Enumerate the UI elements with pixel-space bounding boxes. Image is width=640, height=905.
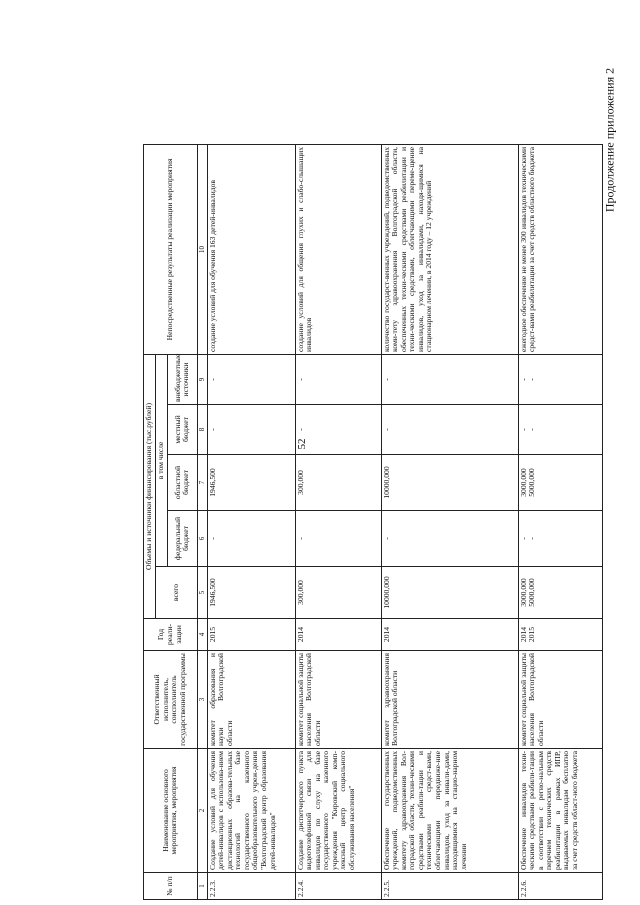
table-row xyxy=(207,144,295,899)
row-local: - xyxy=(295,405,381,455)
row-name: Создание диспетчерского пункта видеотелефонной связи для инвалидов по слуху на базе государственного казенного учреждения "Кировский комп-лексный центр социального обслуживания населения" xyxy=(295,749,381,873)
header-finance: Объемы и источники финансирования (тыс.рублей) xyxy=(144,354,156,618)
col-number: 4 xyxy=(197,619,207,651)
row-regional: 10000,000 xyxy=(381,455,518,511)
col-number: 2 xyxy=(197,749,207,873)
row-offbudget: - xyxy=(207,354,295,404)
header-federal: федеральный бюджет xyxy=(167,511,197,567)
row-name: Создание условий для обучения детей-инвалидов с использова-нием дистанционных образова-тельных технологий на базе государственного казенного общеобразовательного учреж-дения "Волгоградский центр образования детей-инвалидов" xyxy=(207,749,295,873)
header-name: Наименование основного мероприятия, мероприятия xyxy=(144,749,198,873)
page-number: 52 xyxy=(296,438,308,450)
row-total: 3000,000 5000,000 xyxy=(518,567,602,619)
row-result: создание условий для обучения 163 детей-инвалидов xyxy=(207,144,295,354)
row-local: - xyxy=(207,405,295,455)
row-regional: 1946,500 xyxy=(207,455,295,511)
col-number: 9 xyxy=(197,354,207,404)
row-federal: - xyxy=(207,511,295,567)
row-executor: комитет здравоохранения Волгоградской области xyxy=(381,651,518,749)
header-total: всего xyxy=(156,567,198,619)
table-row xyxy=(518,144,602,899)
row-offbudget: - xyxy=(295,354,381,404)
table-row xyxy=(381,144,518,899)
row-name: Обеспечение государственных учреждений, подведомственных комитету здравоохранения Вол-гоградской области, техни-ческими средствами реабили-тации и техническими средст-вами, облегчающими передвиже-ние инвалидов, уход за инвали-дами, находящимися на стацио-нарном лечении xyxy=(381,749,518,873)
header-num: № п/п xyxy=(144,873,198,900)
row-federal: - xyxy=(381,511,518,567)
row-num: 2.2.5. xyxy=(381,873,518,900)
row-regional: 3000,000 5000,000 xyxy=(518,455,602,511)
row-num: 2.2.6. xyxy=(518,873,602,900)
row-total: 10000,000 xyxy=(381,567,518,619)
program-table xyxy=(143,144,603,900)
row-year: 2015 xyxy=(207,619,295,651)
header-local: местный бюджет xyxy=(167,405,197,455)
col-number: 6 xyxy=(197,511,207,567)
row-year: 2014 xyxy=(295,619,381,651)
col-number: 1 xyxy=(197,873,207,900)
col-number: 3 xyxy=(197,651,207,749)
row-result: ежегодное обеспечение не менее 300 инвалидов техническими средст-вами реабилитации за счет средств областного бюджета xyxy=(518,144,602,354)
row-regional: 300,000 xyxy=(295,455,381,511)
header-regional: областной бюджет xyxy=(167,455,197,511)
row-num: 2.2.3. xyxy=(207,873,295,900)
row-federal: - - xyxy=(518,511,602,567)
row-executor: комитет социальной защиты населения Волгоградской области xyxy=(518,651,602,749)
rotated-table-wrapper xyxy=(143,145,613,900)
row-total: 1946,500 xyxy=(207,567,295,619)
row-executor: комитет образования и науки Волгоградской области xyxy=(207,651,295,749)
row-federal: - xyxy=(295,511,381,567)
table-row xyxy=(295,144,381,899)
col-number: 10 xyxy=(197,144,207,354)
header-results: Непосредственные результаты реализации мероприятия xyxy=(144,144,198,354)
row-total: 300,000 xyxy=(295,567,381,619)
row-offbudget: - - xyxy=(518,354,602,404)
row-result: создание условий для общения глухих и слабо-слышащих инвалидов xyxy=(295,144,381,354)
row-year: 2014 xyxy=(381,619,518,651)
row-executor: комитет социальной защиты населения Волгоградской области xyxy=(295,651,381,749)
header-year: Год реали-зации xyxy=(144,619,198,651)
row-offbudget: - xyxy=(381,354,518,404)
row-local: - - xyxy=(518,405,602,455)
row-local: - xyxy=(381,405,518,455)
col-number: 7 xyxy=(197,455,207,511)
column-number-row xyxy=(197,144,207,899)
header-incl: в том числе xyxy=(156,354,168,566)
row-year: 2014 2015 xyxy=(518,619,602,651)
row-result: количество государст-венных учреждений, подведомственных коми-тету здравоохранения Волгоградской области, обеспеченных техни-ческими средствами реабилитации и техни-ческими средствами, облегчающими переме-щение инвалидов, уход за инвалидами, находя-щимися на стационарном лечении, в 2014 году – 12 учреждений xyxy=(381,144,518,354)
header-offbudget: внебюджетные источники xyxy=(167,354,197,404)
row-name: Обеспечение инвалидов техни-ческими средствами реабили-тации в соответствии с регио-нальным перечнем технических средств реабилитации в рамках ИПР, выдаваемых инвалидам бесплатно за счет средств област-ного бюджета xyxy=(518,749,602,873)
appendix-caption: Продолжение приложения 2 xyxy=(602,67,617,213)
col-number: 5 xyxy=(197,567,207,619)
header-executor: Ответственный исполнитель, соисполнитель государственной программы xyxy=(144,651,198,749)
row-num: 2.2.4. xyxy=(295,873,381,900)
col-number: 8 xyxy=(197,405,207,455)
